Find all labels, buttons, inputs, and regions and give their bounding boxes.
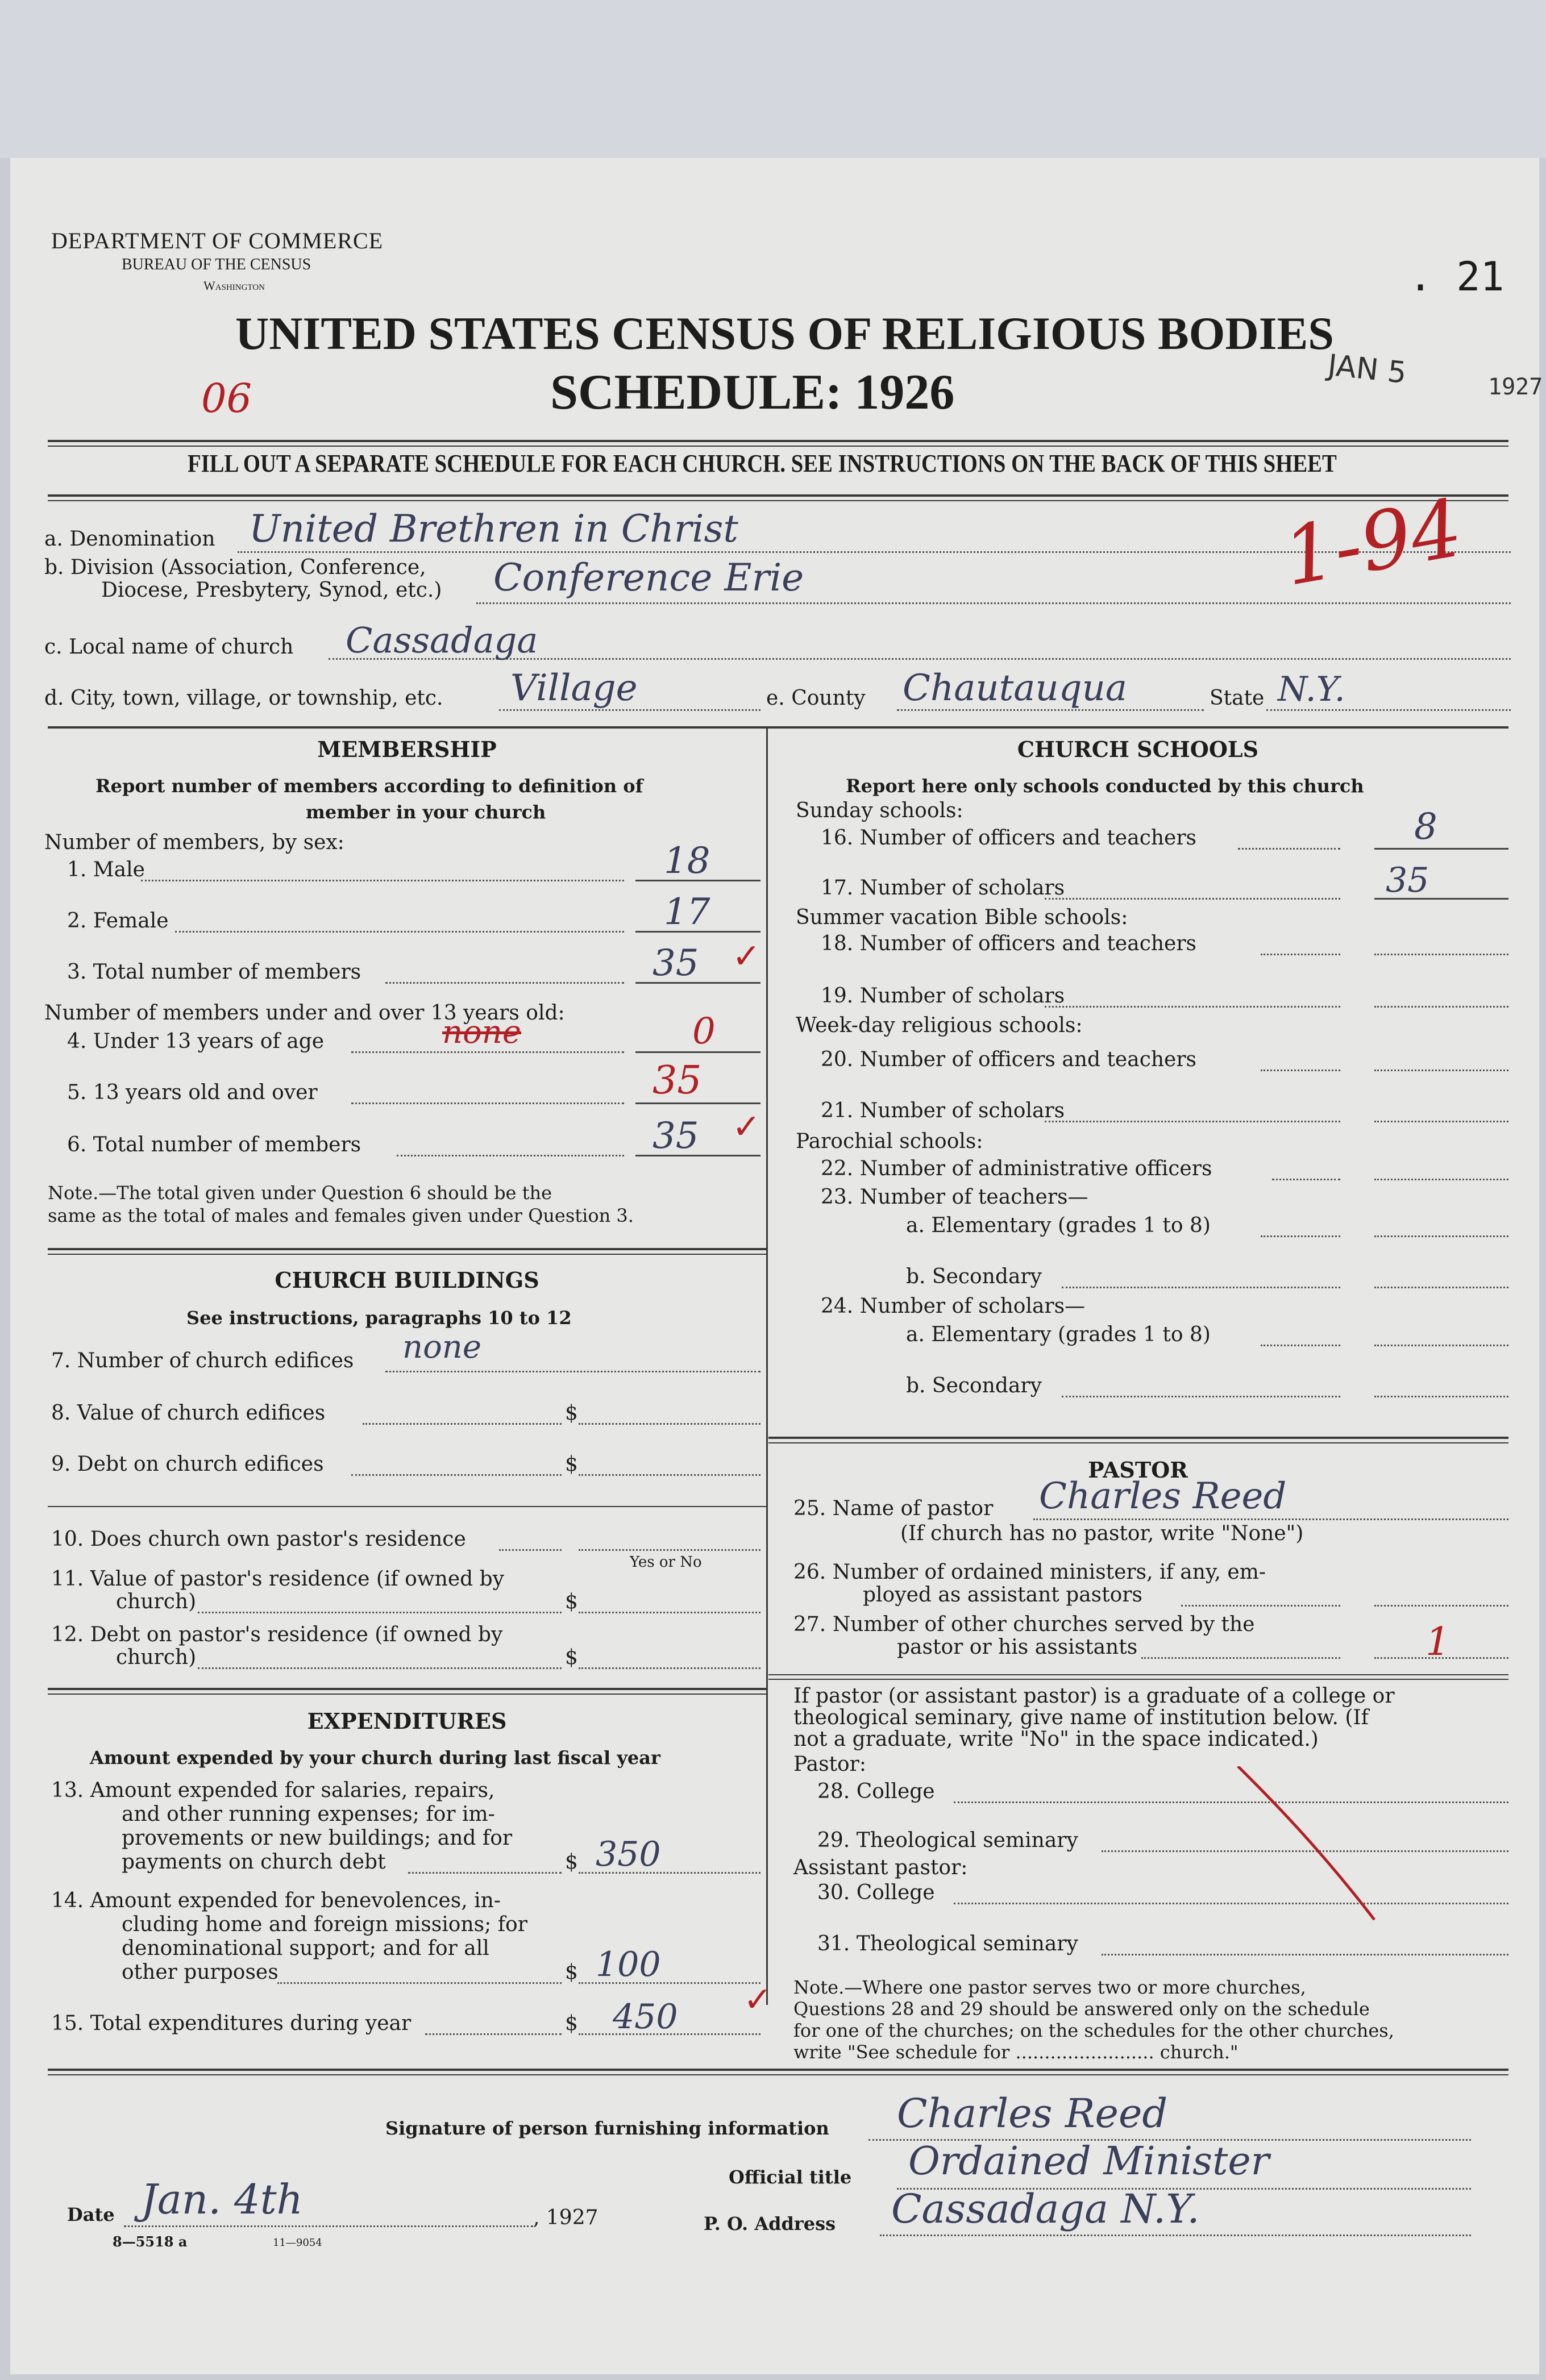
q2-leader [175,931,624,933]
q24a-label: a. Elementary (grades 1 to 8) [906,1323,1211,1346]
q8-answer-line [579,1423,760,1425]
division-value: Conference Erie [493,556,804,600]
divider [48,1694,766,1695]
q23b-leader [1062,1287,1340,1288]
red-pencil-slash [1227,1766,1397,1925]
q29-label: 29. Theological seminary [817,1829,1078,1852]
parochial-schools-label: Parochial schools: [796,1130,983,1153]
assistant-pastor-label: Assistant pastor: [793,1856,968,1879]
handwritten-code: 06 [201,375,252,422]
form-number: 8—5518 a [113,2233,188,2250]
divider [48,500,1508,501]
q14-label-2: cluding home and foreign missions; for [122,1913,527,1936]
q26-answer-line [1374,1605,1508,1607]
q21-answer-line [1374,1121,1508,1122]
po-address-line [880,2235,1471,2236]
q25-line [1033,1518,1508,1520]
q9-leader [351,1474,562,1476]
membership-note-1: Note.—The total given under Question 6 should be the [48,1182,552,1204]
q24a-leader [1261,1345,1340,1346]
q17-leader [1045,898,1340,900]
county-label: e. County [766,686,866,710]
yes-no-hint: Yes or No [630,1554,702,1571]
weekday-schools-label: Week-day religious schools: [796,1014,1083,1037]
members-by-age-label: Number of members under and over 13 years old: [44,1001,565,1025]
divider [768,1442,1508,1443]
q4-value: 0 [692,1010,716,1052]
po-address-label: P. O. Address [704,2213,836,2235]
q13-label-1: 13. Amount expended for salaries, repairs, [51,1779,495,1802]
membership-note-2: same as the total of males and females given under Question 3. [48,1205,634,1226]
q19-answer-line [1374,1006,1508,1008]
bureau-label: BUREAU OF THE CENSUS [122,256,311,273]
q12-label-1: 12. Debt on pastor's residence (if owned by [51,1623,503,1646]
q12-label-2: church) [116,1646,197,1669]
graduate-instruction-3: not a graduate, write "No" in the space indicated.) [793,1728,1319,1751]
q20-label: 20. Number of officers and teachers [821,1048,1197,1071]
pastor-title: PASTOR [1088,1457,1188,1483]
q23a-answer-line [1374,1235,1508,1237]
q6-value: 35 [653,1115,699,1157]
form-title: UNITED STATES CENSUS OF RELIGIOUS BODIES [235,307,1334,359]
check-mark: ✓ [743,1980,772,2020]
county-line [897,709,1204,711]
signature-label: Signature of person furnishing information [385,2117,829,2139]
pastor-note-3: for one of the churches; on the schedules for the other churches, [793,2020,1394,2041]
divider [48,726,1508,729]
q24b-label: b. Secondary [906,1374,1042,1397]
denomination-value: United Brethren in Christ [249,507,738,551]
q30-label: 30. College [817,1881,935,1904]
q31-line [1102,1954,1508,1955]
divider [48,440,1508,442]
q9-label: 9. Debt on church edifices [51,1453,324,1476]
graduate-instruction-1: If pastor (or assistant pastor) is a graduate of a college or [793,1684,1395,1708]
q17-label: 17. Number of scholars [821,876,1065,900]
q3-label: 3. Total number of members [67,960,361,984]
division-line [476,602,1511,604]
local-name-value: Cassadaga [346,619,538,661]
q15-label: 15. Total expenditures during year [51,2012,412,2035]
q13-leader [408,1872,562,1874]
date-year: , 1927 [533,2206,599,2229]
pastor-label: Pastor: [793,1753,867,1776]
divider [768,1437,1508,1439]
divider [48,446,1508,447]
buildings-title: CHURCH BUILDINGS [275,1267,539,1293]
q7-label: 7. Number of church edifices [51,1349,354,1372]
q8-label: 8. Value of church edifices [51,1401,326,1425]
print-number: 11—9054 [273,2237,322,2249]
pastor-note-4: write "See schedule for ........................ church." [793,2041,1239,2063]
q27-label-1: 27. Number of other churches served by the [793,1613,1255,1636]
q15-value: 450 [613,1997,678,2037]
q18-answer-line [1374,954,1508,955]
q22-leader [1272,1179,1340,1180]
division-label-2: Diocese, Presbytery, Synod, etc.) [101,579,442,602]
q13-dollar: $ [565,1850,578,1874]
q24b-answer-line [1374,1396,1508,1397]
q22-answer-line [1374,1179,1508,1180]
q22-label: 22. Number of administrative officers [821,1157,1212,1180]
q28-label: 28. College [817,1780,935,1803]
instruction-line: FILL OUT A SEPARATE SCHEDULE FOR EACH CHURCH. SEE INSTRUCTIONS ON THE BACK OF THIS SHEET [188,450,1337,477]
divider [768,1679,1508,1680]
q11-label-1: 11. Value of pastor's residence (if owned by [51,1567,505,1591]
buildings-intro: See instructions, paragraphs 10 to 12 [186,1307,572,1329]
q2-value: 17 [664,891,710,933]
divider [768,1674,1508,1675]
q26-label-2: ployed as assistant pastors [863,1583,1142,1607]
po-address-value: Cassadaga N.Y. [891,2186,1200,2232]
q7-leader [385,1371,760,1372]
department-label: DEPARTMENT OF COMMERCE [51,228,384,253]
summer-schools-label: Summer vacation Bible schools: [796,906,1128,929]
q4-label: 4. Under 13 years of age [67,1030,325,1053]
q12-leader [198,1667,562,1669]
q10-leader [499,1549,562,1551]
stamp-year: 1927 [1488,374,1543,400]
state-line [1266,709,1511,711]
q27-leader [1141,1657,1340,1659]
state-label: State [1210,686,1265,710]
q23a-label: a. Elementary (grades 1 to 8) [906,1214,1211,1237]
red-code: 1-94 [1277,481,1469,605]
q24-label: 24. Number of scholars— [821,1295,1086,1318]
divider [48,494,1508,497]
q11-dollar: $ [565,1590,578,1613]
divider [48,1506,766,1507]
q26-leader [1181,1605,1340,1607]
q14-label-4: other purposes [122,1961,279,1984]
q13-label-4: payments on church debt [122,1850,386,1874]
q21-leader [1045,1121,1340,1122]
q26-label-1: 26. Number of ordained ministers, if any, em- [793,1561,1266,1584]
q19-label: 19. Number of scholars [821,984,1065,1008]
q1-label: 1. Male [67,858,145,881]
divider [48,2074,1508,2075]
q14-leader [277,1982,562,1984]
q13-label-2: and other running expenses; for im- [122,1803,495,1826]
q16-value: 8 [1414,806,1437,848]
q31-label: 31. Theological seminary [817,1932,1078,1955]
graduate-instruction-2: theological seminary, give name of institution below. (If [793,1706,1369,1729]
q9-dollar: $ [565,1453,578,1476]
q20-answer-line [1374,1070,1508,1071]
q4-struck-value: none [442,1014,521,1051]
city-line [499,709,760,711]
q14-label-1: 14. Amount expended for benevolences, in- [51,1889,501,1912]
q16-label: 16. Number of officers and teachers [821,826,1197,850]
members-by-sex-label: Number of members, by sex: [44,831,344,854]
date-line [124,2225,533,2227]
q3-value: 35 [653,942,699,984]
expenditures-title: EXPENDITURES [307,1708,507,1734]
official-title-value: Ordained Minister [908,2139,1270,2184]
divider [48,2069,1508,2071]
city-label: d. City, town, village, or township, etc. [44,686,443,710]
q12-answer-line [579,1667,760,1669]
q3-leader [385,982,624,984]
q6-leader [397,1155,624,1156]
divider [48,1248,766,1250]
county-value: Chautauqua [903,667,1127,709]
q25-value: Charles Reed [1039,1475,1287,1517]
q24b-leader [1062,1396,1340,1397]
pastor-note-2: Questions 28 and 29 should be answered only on the schedule [793,1998,1370,2020]
stamp-date: JAN 5 [1326,348,1408,391]
q23b-label: b. Secondary [906,1265,1042,1288]
q14-value: 100 [596,1945,661,1984]
q23-label: 23. Number of teachers— [821,1185,1088,1209]
q14-dollar: $ [565,1961,578,1984]
city-value: Village [510,667,638,709]
q1-value: 18 [664,840,710,882]
q9-answer-line [579,1474,760,1476]
schools-intro: Report here only schools conducted by this church [846,775,1364,797]
schedule-title: SCHEDULE: 1926 [550,365,955,420]
q27-label-2: pastor or his assistants [897,1636,1138,1659]
q11-answer-line [579,1612,760,1613]
official-title-label: Official title [729,2166,852,2188]
membership-title: MEMBERSHIP [317,737,497,762]
signature-value: Charles Reed [897,2090,1168,2137]
q2-label: 2. Female [67,909,169,933]
stamp-number: . 21 [1408,253,1505,300]
q10-answer-line [579,1549,760,1551]
city-label: Washington [203,278,265,293]
divider [48,1688,766,1690]
expenditures-intro: Amount expended by your church during last fiscal year [90,1747,660,1769]
q15-leader [425,2033,562,2035]
state-value: N.Y. [1278,669,1345,709]
membership-intro-2: member in your church [306,801,546,823]
q18-leader [1261,954,1340,955]
q10-label: 10. Does church own pastor's residence [51,1528,466,1551]
q13-label-3: provements or new buildings; and for [122,1826,513,1850]
divider [48,1254,766,1255]
q19-leader [1045,1006,1340,1008]
local-name-label: c. Local name of church [44,635,294,659]
division-label-1: b. Division (Association, Conference, [44,556,426,579]
q25-label: 25. Name of pastor [793,1497,994,1520]
date-value: Jan. 4th [141,2175,304,2223]
background-top [0,0,1546,158]
q11-leader [198,1612,562,1613]
pastor-note-1: Note.—Where one pastor serves two or more churches, [793,1977,1306,1998]
date-label: Date [67,2204,115,2225]
q23a-leader [1261,1235,1340,1237]
sunday-schools-label: Sunday schools: [796,799,963,822]
q5-label: 5. 13 years old and over [67,1081,318,1104]
q24a-answer-line [1374,1345,1508,1346]
q16-leader [1238,848,1340,850]
q18-label: 18. Number of officers and teachers [821,932,1197,955]
q8-dollar: $ [565,1401,578,1425]
q20-leader [1261,1070,1340,1071]
q21-label: 21. Number of scholars [821,1099,1065,1122]
q13-value: 350 [596,1834,661,1874]
q15-dollar: $ [565,2012,578,2035]
q27-value: 1 [1426,1620,1451,1665]
check-mark: ✓ [732,937,761,976]
q7-value: none [402,1329,481,1366]
check-mark: ✓ [732,1107,761,1147]
membership-intro-1: Report number of members according to definition of [95,775,643,797]
q8-leader [363,1423,562,1425]
q23b-answer-line [1374,1287,1508,1288]
schools-title: CHURCH SCHOOLS [1017,737,1259,762]
q25-note: (If church has no pastor, write "None") [900,1522,1304,1545]
q16-answer-line [1374,848,1508,850]
q6-label: 6. Total number of members [67,1133,361,1156]
q17-value: 35 [1386,860,1429,900]
column-divider [766,726,768,2005]
census-form-sheet [10,158,1543,2374]
q11-label-2: church) [116,1590,197,1613]
q12-dollar: $ [565,1646,578,1669]
q1-leader [141,880,624,881]
q5-value: 35 [653,1058,702,1103]
q5-leader [351,1102,624,1104]
denomination-label: a. Denomination [44,527,215,551]
q4-leader [351,1051,624,1053]
q14-label-3: denominational support; and for all [122,1937,489,1960]
